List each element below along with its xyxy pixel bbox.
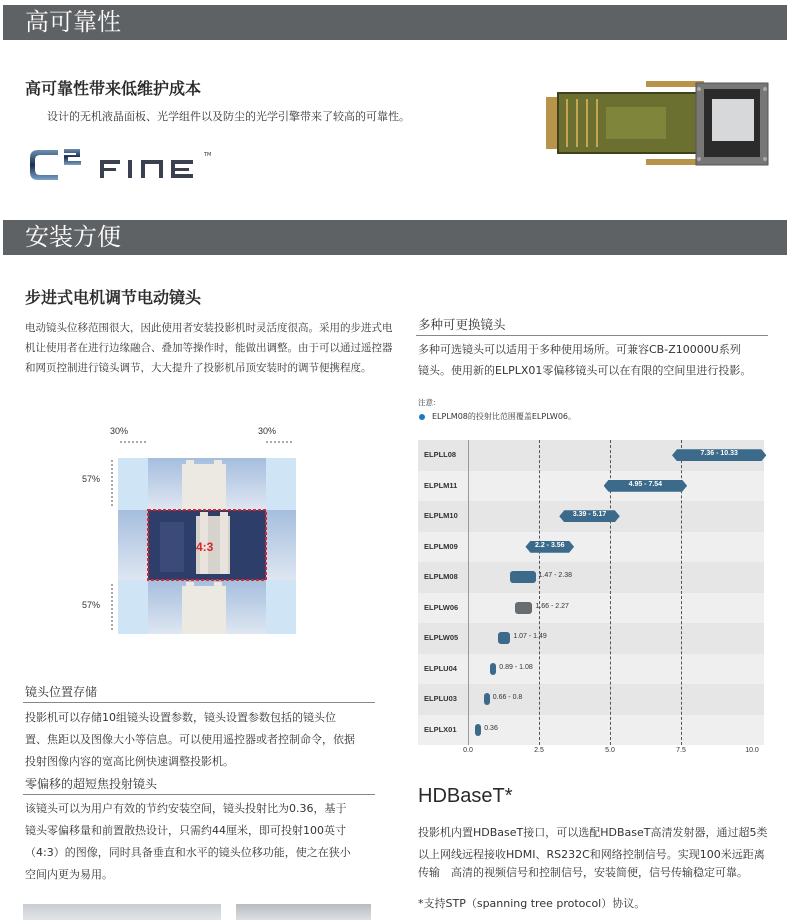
hdbaset-line-3: 传输 高清的视频信号和控制信号，安装简便，信号传输稳定可靠。 — [418, 866, 748, 879]
shift-label-h-right: 30% — [258, 426, 277, 436]
chart-data-label: 3.39 - 5.17 — [572, 511, 607, 519]
section-header-install: 安装方便 — [3, 220, 787, 255]
chart-range-bar — [475, 724, 481, 736]
shift-label-v-bottom: 57% — [82, 600, 101, 610]
chart-range-bar — [498, 632, 510, 644]
chart-data-label: 0.66 - 0.8 — [492, 694, 523, 702]
lens-shift-diagram — [78, 420, 308, 640]
chart-category-label: ELPLM11 — [424, 480, 458, 490]
zero-offset-line-4: 空间内更为易用。 — [25, 868, 113, 881]
install-desc-line-2: 机让使用者在进行边缘融合、叠加等操作时，能做出调整。由于可以通过遥控器 — [25, 342, 393, 354]
chart-data-label: 2.2 - 3.56 — [534, 541, 565, 549]
hdbaset-footnote: *支持STP（spanning tree protocol）协议。 — [418, 897, 646, 910]
reliability-heading: 高可靠性带来低维护成本 — [25, 79, 202, 98]
shift-label-h-left: 30% — [110, 426, 129, 436]
chart-row-band — [418, 715, 764, 746]
hdbaset-line-1: 投影机内置HDBaseT接口，可以选配HDBaseT高清发射器，通过超5类 — [418, 826, 768, 839]
chart-range-bar — [490, 663, 496, 675]
aspect-ratio-label: 4:3 — [196, 540, 214, 554]
chart-category-label: ELPLX01 — [424, 724, 457, 734]
lens-line-2: 镜头。使用新的ELPLX01零偏移镜头可以在有限的空间里进行投影。 — [418, 364, 752, 377]
install-desc-line-1: 电动镜头位移范围很大，因此使用者安装投影机时灵活度很高。采用的步进式电 — [25, 322, 393, 334]
chart-data-label: 0.36 — [484, 724, 498, 732]
chart-x-tick-label: 7.5 — [676, 747, 686, 754]
chart-data-label: 1.47 - 2.38 — [538, 572, 573, 580]
note-text: ELPLM08的投射比范围覆盖ELPLW06。 — [432, 412, 577, 421]
chart-category-label: ELPLU03 — [424, 694, 457, 704]
chart-row-band — [418, 684, 764, 715]
chart-x-tick-label: 2.5 — [534, 747, 544, 754]
zero-offset-divider — [23, 794, 375, 795]
chart-category-label: ELPLM09 — [424, 541, 458, 551]
install-desc-line-3: 和网页控制进行镜头调节，大大提升了投影机吊顶安装时的调节便携程度。 — [25, 362, 372, 374]
chart-category-label: ELPLW06 — [424, 602, 459, 612]
shift-label-v-top: 57% — [82, 474, 101, 484]
chart-row-band — [418, 654, 764, 685]
install-heading: 步进式电机调节电动镜头 — [25, 288, 202, 307]
zero-offset-line-1: 该镜头可以为用户有效的节约安装空间，镜头投射比为0.36，基于 — [25, 802, 347, 815]
reliability-desc: 设计的无机液晶面板、光学组件以及防尘的光学引擎带来了较高的可靠性。 — [47, 110, 410, 123]
zero-offset-line-2: 镜头零偏移量和前置散热设计，只需约44厘米，即可投射100英寸 — [25, 824, 346, 837]
chart-row-band — [418, 532, 764, 563]
hdbaset-title: HDBaseT* — [418, 785, 513, 807]
chart-data-label: 1.66 - 2.27 — [535, 602, 569, 610]
chart-category-label: ELPLM08 — [424, 572, 458, 582]
zero-offset-title: 零偏移的超短焦投射镜头 — [25, 777, 158, 791]
chart-range-bar — [484, 693, 490, 705]
chart-category-label: ELPLL08 — [424, 450, 457, 460]
chart-row-band — [418, 593, 764, 624]
chart-row-band — [418, 623, 764, 654]
chart-range-bar — [515, 602, 532, 614]
chart-category-label: ELPLW05 — [424, 633, 459, 643]
chart-data-label: 7.36 - 10.33 — [700, 450, 738, 458]
chart-x-tick-label: 10.0 — [745, 747, 759, 754]
c2fine-logo — [28, 146, 218, 184]
memory-divider — [23, 702, 375, 703]
chart-row-band — [418, 471, 764, 502]
lens-line-1: 多种可选镜头可以适用于多种使用场所。可兼容CB-Z10000U系列 — [418, 343, 741, 356]
chart-gridline — [539, 440, 540, 745]
note-bullet-icon — [419, 414, 425, 420]
memory-line-1: 投影机可以存储10组镜头设置参数，镜头设置参数包括的镜头位 — [25, 711, 336, 724]
section-header-reliability: 高可靠性 — [3, 5, 787, 40]
chart-x-tick-label: 0.0 — [463, 747, 473, 754]
chart-data-label: 1.07 - 1.49 — [513, 633, 547, 641]
lcd-panel-image — [546, 77, 772, 169]
bottom-image-left — [23, 904, 221, 920]
memory-title: 镜头位置存储 — [25, 685, 98, 699]
chart-axis-zero-line — [468, 440, 469, 745]
hdbaset-line-2: 以上网线远程接收HDMI、RS232C和网络控制信号。实现100米远距离 — [418, 848, 765, 861]
chart-data-label: 0.89 - 1.08 — [499, 663, 533, 671]
memory-line-2: 置、焦距以及图像大小等信息。可以使用遥控器或者控制命令，依据 — [25, 733, 355, 746]
memory-line-3: 投射图像内容的宽高比例快速调整投影机。 — [25, 755, 234, 768]
chart-category-label: ELPLM10 — [424, 511, 458, 521]
throw-ratio-chart — [418, 440, 764, 745]
chart-data-label: 4.95 - 7.54 — [628, 480, 663, 488]
svg-text:TM: TM — [204, 152, 212, 158]
zero-offset-line-3: （4:3）的图像，同时具备垂直和水平的镜头位移功能，使之在狭小 — [25, 846, 351, 859]
chart-row-band — [418, 562, 764, 593]
bottom-image-right — [236, 904, 371, 920]
lens-divider — [416, 335, 768, 336]
chart-x-tick-label: 5.0 — [605, 747, 615, 754]
chart-range-bar — [510, 571, 536, 583]
lens-title: 多种可更换镜头 — [418, 317, 506, 332]
note-title: 注意： — [418, 398, 441, 407]
chart-category-label: ELPLU04 — [424, 663, 457, 673]
